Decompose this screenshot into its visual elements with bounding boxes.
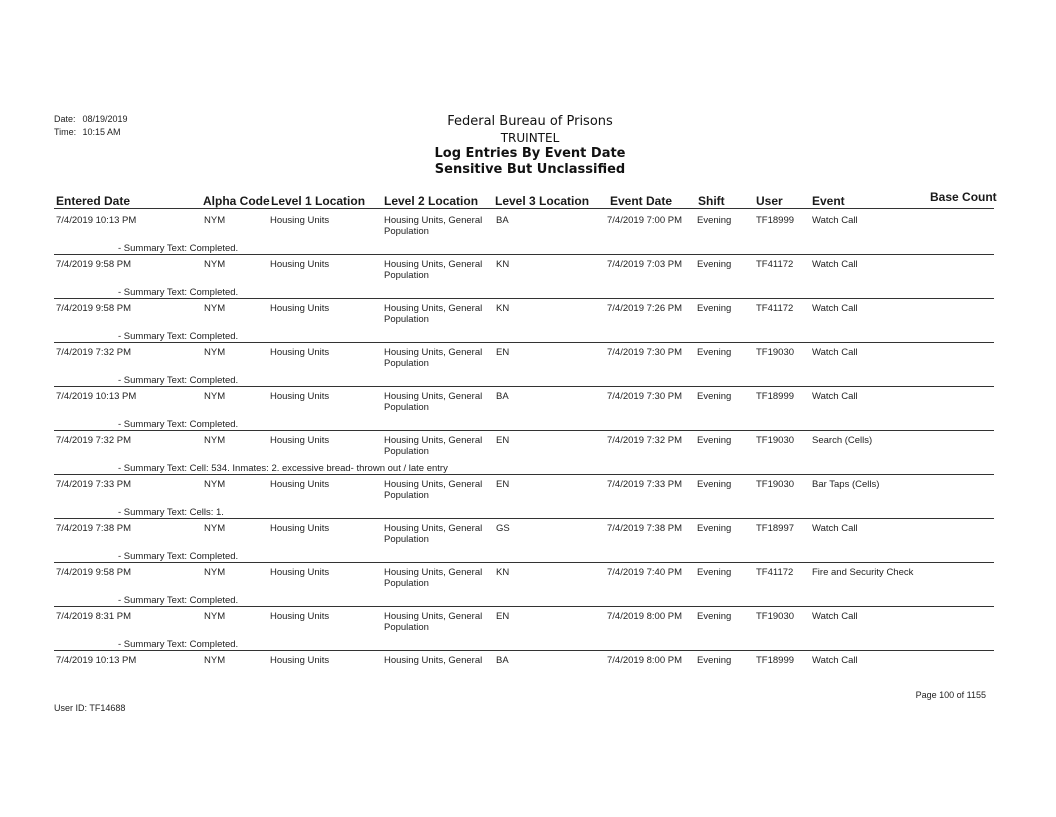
time-value: 10:15 AM — [82, 127, 121, 137]
summary-text: - Summary Text: Completed. — [118, 551, 239, 562]
level2-location: Housing Units, General — [384, 655, 483, 666]
system-name: TRUINTEL — [500, 131, 560, 145]
level3-location: EN — [496, 611, 510, 622]
table-row — [54, 562, 998, 606]
table-row — [54, 342, 998, 386]
shift: Evening — [697, 259, 732, 270]
date-value: 08/19/2019 — [82, 114, 128, 124]
user: TF19030 — [756, 347, 795, 358]
alpha-code: NYM — [204, 611, 226, 622]
entered-date: 7/4/2019 10:13 PM — [56, 391, 137, 402]
event: Watch Call — [812, 347, 858, 358]
entered-date: 7/4/2019 7:32 PM — [56, 435, 131, 446]
level1-location: Housing Units — [270, 611, 330, 622]
event-date: 7/4/2019 7:26 PM — [607, 303, 682, 314]
level1-location: Housing Units — [270, 259, 330, 270]
alpha-code: NYM — [204, 259, 226, 270]
col-level3: Level 3 Location — [495, 194, 590, 208]
level2-location: Housing Units, General Population — [384, 479, 483, 501]
alpha-code: NYM — [204, 303, 226, 314]
summary-text: - Summary Text: Cells: 1. — [118, 507, 224, 518]
entered-date: 7/4/2019 8:31 PM — [56, 611, 131, 622]
alpha-code: NYM — [204, 347, 226, 358]
shift: Evening — [697, 303, 732, 314]
report-date — [54, 114, 128, 124]
level3-location: EN — [496, 435, 510, 446]
shift: Evening — [697, 655, 732, 666]
event: Watch Call — [812, 523, 858, 534]
level2-location: Housing Units, General Population — [384, 347, 483, 369]
shift: Evening — [697, 523, 732, 534]
col-shift: Shift — [698, 194, 725, 208]
event-date: 7/4/2019 7:30 PM — [607, 391, 682, 402]
level1-location: Housing Units — [270, 523, 330, 534]
level1-location: Housing Units — [270, 215, 330, 226]
event-date: 7/4/2019 7:00 PM — [607, 215, 682, 226]
table-header — [54, 188, 997, 209]
level2-location: Housing Units, General Population — [384, 611, 483, 633]
event: Fire and Security Check — [812, 567, 914, 578]
shift: Evening — [697, 611, 732, 622]
level3-location: BA — [496, 215, 509, 226]
summary-text: - Summary Text: Completed. — [118, 595, 239, 606]
footer-user-id — [54, 703, 125, 713]
summary-text: - Summary Text: Completed. — [118, 287, 239, 298]
shift: Evening — [697, 391, 732, 402]
date-label: Date: — [54, 114, 76, 124]
level2-location: Housing Units, General Population — [384, 259, 483, 281]
summary-text: - Summary Text: Cell: 534. Inmates: 2. excessive bread- thrown out / late entry — [118, 463, 448, 474]
summary-text: - Summary Text: Completed. — [118, 375, 239, 386]
event: Watch Call — [812, 303, 858, 314]
user: TF41172 — [756, 303, 794, 314]
shift: Evening — [697, 435, 732, 446]
table-row — [54, 518, 998, 562]
level3-location: BA — [496, 655, 509, 666]
level2-location: Housing Units, General Population — [384, 523, 483, 545]
event-date: 7/4/2019 8:00 PM — [607, 611, 682, 622]
entered-date: 7/4/2019 7:33 PM — [56, 479, 131, 490]
level3-location: KN — [496, 259, 510, 270]
event-date: 7/4/2019 7:33 PM — [607, 479, 682, 490]
alpha-code: NYM — [204, 479, 226, 490]
level1-location: Housing Units — [270, 655, 330, 666]
level3-location: EN — [496, 479, 510, 490]
alpha-code: NYM — [204, 215, 226, 226]
alpha-code: NYM — [204, 523, 226, 534]
event-date: 7/4/2019 7:30 PM — [607, 347, 682, 358]
table-row — [54, 606, 998, 650]
event-date: 7/4/2019 7:38 PM — [607, 523, 682, 534]
col-alpha-code: Alpha Code — [203, 194, 270, 208]
level3-location: BA — [496, 391, 509, 402]
entered-date: 7/4/2019 9:58 PM — [56, 259, 131, 270]
user: TF41172 — [756, 259, 794, 270]
org-name: Federal Bureau of Prisons — [447, 114, 613, 129]
summary-text: - Summary Text: Completed. — [118, 243, 239, 254]
shift: Evening — [697, 215, 732, 226]
level1-location: Housing Units — [270, 391, 330, 402]
level1-location: Housing Units — [270, 435, 330, 446]
event-date: 7/4/2019 7:32 PM — [607, 435, 682, 446]
col-user: User — [756, 194, 783, 208]
col-entered-date: Entered Date — [56, 194, 131, 208]
event: Search (Cells) — [812, 435, 873, 446]
col-event: Event — [812, 194, 845, 208]
level1-location: Housing Units — [270, 347, 330, 358]
user: TF19030 — [756, 479, 795, 490]
user: TF18999 — [756, 215, 795, 226]
entered-date: 7/4/2019 7:32 PM — [56, 347, 131, 358]
table-row — [54, 254, 998, 298]
event-date: 7/4/2019 7:03 PM — [607, 259, 682, 270]
level2-location: Housing Units, General Population — [384, 391, 483, 413]
event: Watch Call — [812, 655, 858, 666]
user: TF19030 — [756, 611, 795, 622]
user: TF18999 — [756, 655, 795, 666]
page-number: Page 100 of 1155 — [915, 690, 986, 700]
entered-date: 7/4/2019 9:58 PM — [56, 303, 131, 314]
user: TF18999 — [756, 391, 795, 402]
shift: Evening — [697, 347, 732, 358]
entered-date: 7/4/2019 9:58 PM — [56, 567, 131, 578]
level3-location: KN — [496, 303, 510, 314]
event-date: 7/4/2019 8:00 PM — [607, 655, 682, 666]
event: Watch Call — [812, 611, 858, 622]
table-row — [54, 298, 998, 342]
log-entries — [54, 210, 998, 694]
classification: Sensitive But Unclassified — [434, 162, 626, 177]
shift: Evening — [697, 479, 732, 490]
table-row — [54, 474, 998, 518]
table-row — [54, 386, 998, 430]
user-id-label: User ID: — [54, 703, 88, 713]
level1-location: Housing Units — [270, 479, 330, 490]
col-event-date: Event Date — [610, 194, 673, 208]
report-title: Log Entries By Event Date — [434, 146, 626, 161]
level3-location: KN — [496, 567, 510, 578]
event: Bar Taps (Cells) — [812, 479, 880, 490]
level1-location: Housing Units — [270, 567, 330, 578]
col-level1: Level 1 Location — [271, 194, 366, 208]
level2-location: Housing Units, General Population — [384, 567, 483, 589]
level3-location: EN — [496, 347, 510, 358]
entered-date: 7/4/2019 10:13 PM — [56, 655, 137, 666]
level1-location: Housing Units — [270, 303, 330, 314]
col-level2: Level 2 Location — [384, 194, 479, 208]
user: TF19030 — [756, 435, 795, 446]
table-row — [54, 430, 998, 474]
entered-date: 7/4/2019 10:13 PM — [56, 215, 137, 226]
alpha-code: NYM — [204, 655, 226, 666]
entered-date: 7/4/2019 7:38 PM — [56, 523, 131, 534]
event: Watch Call — [812, 259, 858, 270]
event: Watch Call — [812, 215, 858, 226]
table-row — [54, 210, 998, 254]
alpha-code: NYM — [204, 391, 226, 402]
user: TF41172 — [756, 567, 794, 578]
alpha-code: NYM — [204, 567, 226, 578]
level2-location: Housing Units, General Population — [384, 435, 483, 457]
summary-text: - Summary Text: Completed. — [118, 419, 239, 430]
level2-location: Housing Units, General Population — [384, 303, 483, 325]
time-label: Time: — [54, 127, 77, 137]
user: TF18997 — [756, 523, 795, 534]
report-time — [54, 127, 121, 137]
alpha-code: NYM — [204, 435, 226, 446]
report-title-block — [380, 114, 680, 178]
table-row — [54, 650, 998, 694]
level2-location: Housing Units, General Population — [384, 215, 483, 237]
event-date: 7/4/2019 7:40 PM — [607, 567, 682, 578]
col-base-count: Base Count — [930, 190, 997, 204]
shift: Evening — [697, 567, 732, 578]
event: Watch Call — [812, 391, 858, 402]
level3-location: GS — [496, 523, 510, 534]
user-id-value: TF14688 — [89, 703, 126, 713]
summary-text: - Summary Text: Completed. — [118, 331, 239, 342]
summary-text: - Summary Text: Completed. — [118, 639, 239, 650]
